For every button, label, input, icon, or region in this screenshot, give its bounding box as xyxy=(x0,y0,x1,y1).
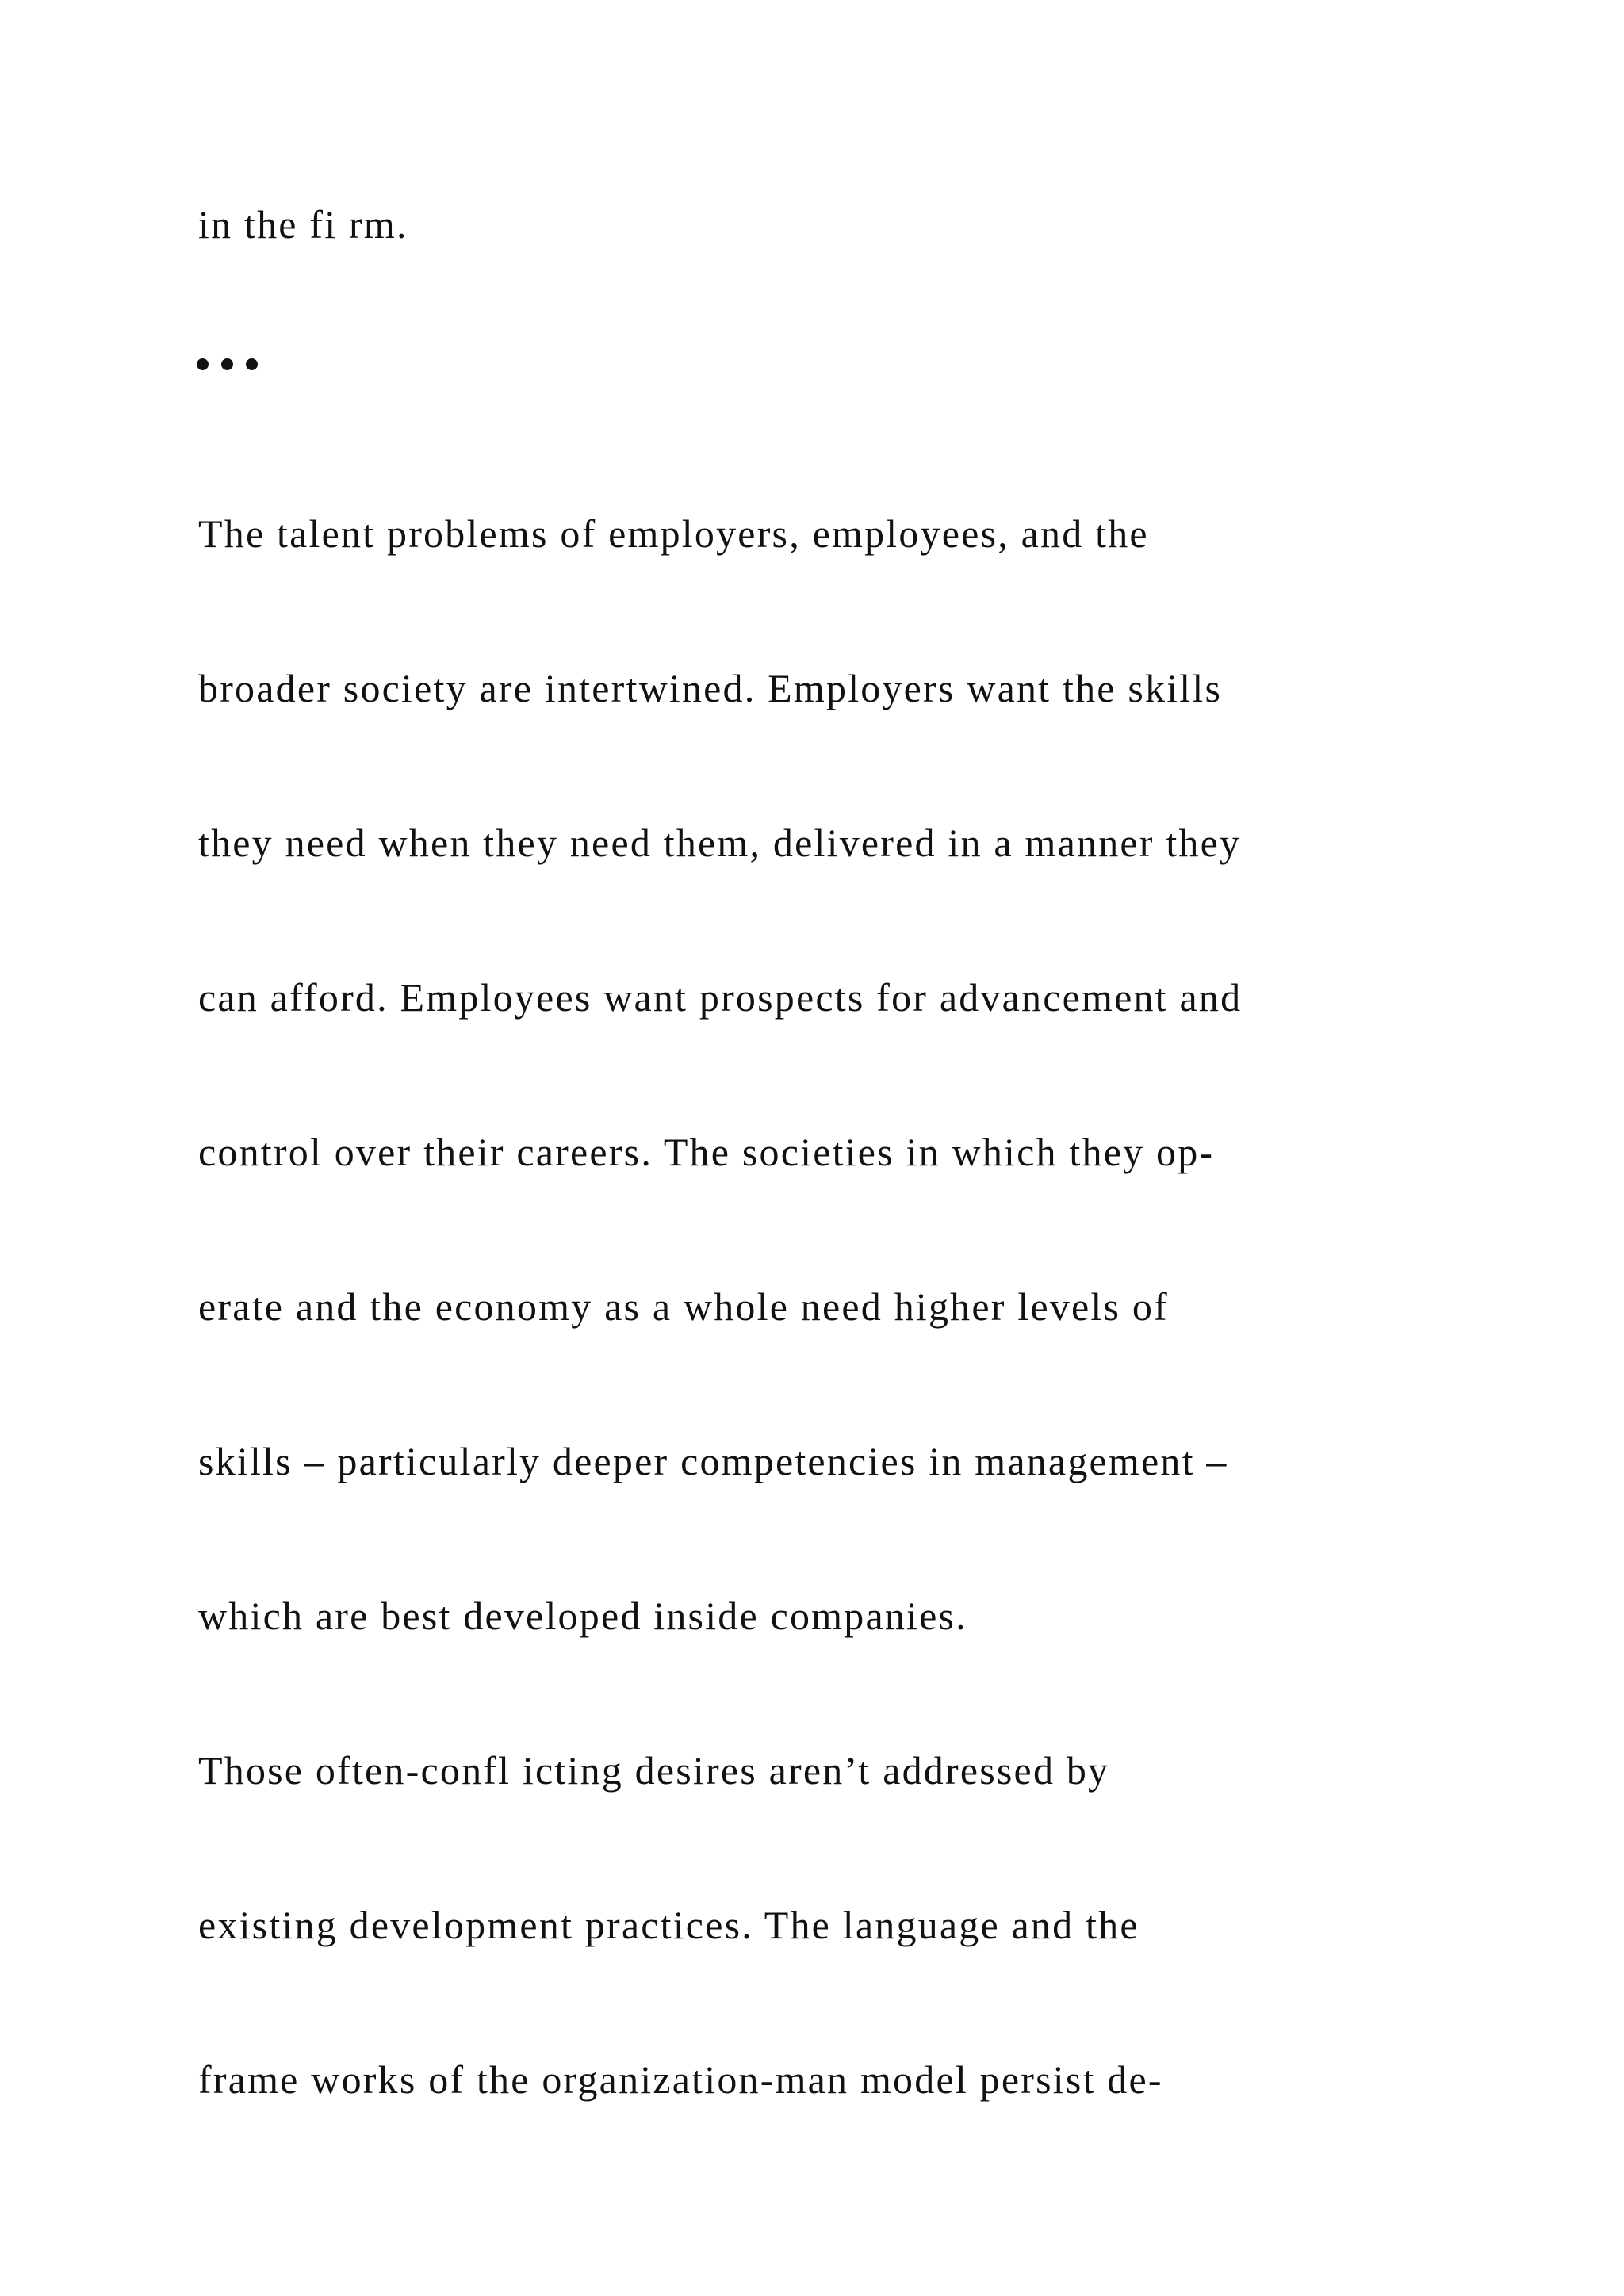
text-line: erate and the economy as a whole need higher levels of xyxy=(198,1284,1169,1329)
bullet-dot xyxy=(197,358,209,370)
text-line: control over their careers. The societies in which they op- xyxy=(198,1130,1215,1174)
text-line: frame works of the organization-man model persist de- xyxy=(198,2057,1163,2102)
text-line: broader society are intertwined. Employers want the skills xyxy=(198,666,1223,710)
text-line: skills – particularly deeper competencies in management – xyxy=(198,1439,1228,1483)
text-line: which are best developed inside companies. xyxy=(198,1594,967,1638)
text-line: in the fi rm. xyxy=(198,202,408,247)
section-break-dots xyxy=(197,358,258,370)
bullet-dot xyxy=(221,358,233,370)
bullet-dot xyxy=(246,358,258,370)
text-line: can afford. Employees want prospects for advancement and xyxy=(198,975,1243,1020)
text-line: they need when they need them, delivered in a manner they xyxy=(198,821,1242,865)
text-line: existing development practices. The language and the xyxy=(198,1903,1139,1947)
text-line: The talent problems of employers, employees, and the xyxy=(198,511,1149,556)
text-line: Those often-confl icting desires aren’t addressed by xyxy=(198,1748,1110,1793)
